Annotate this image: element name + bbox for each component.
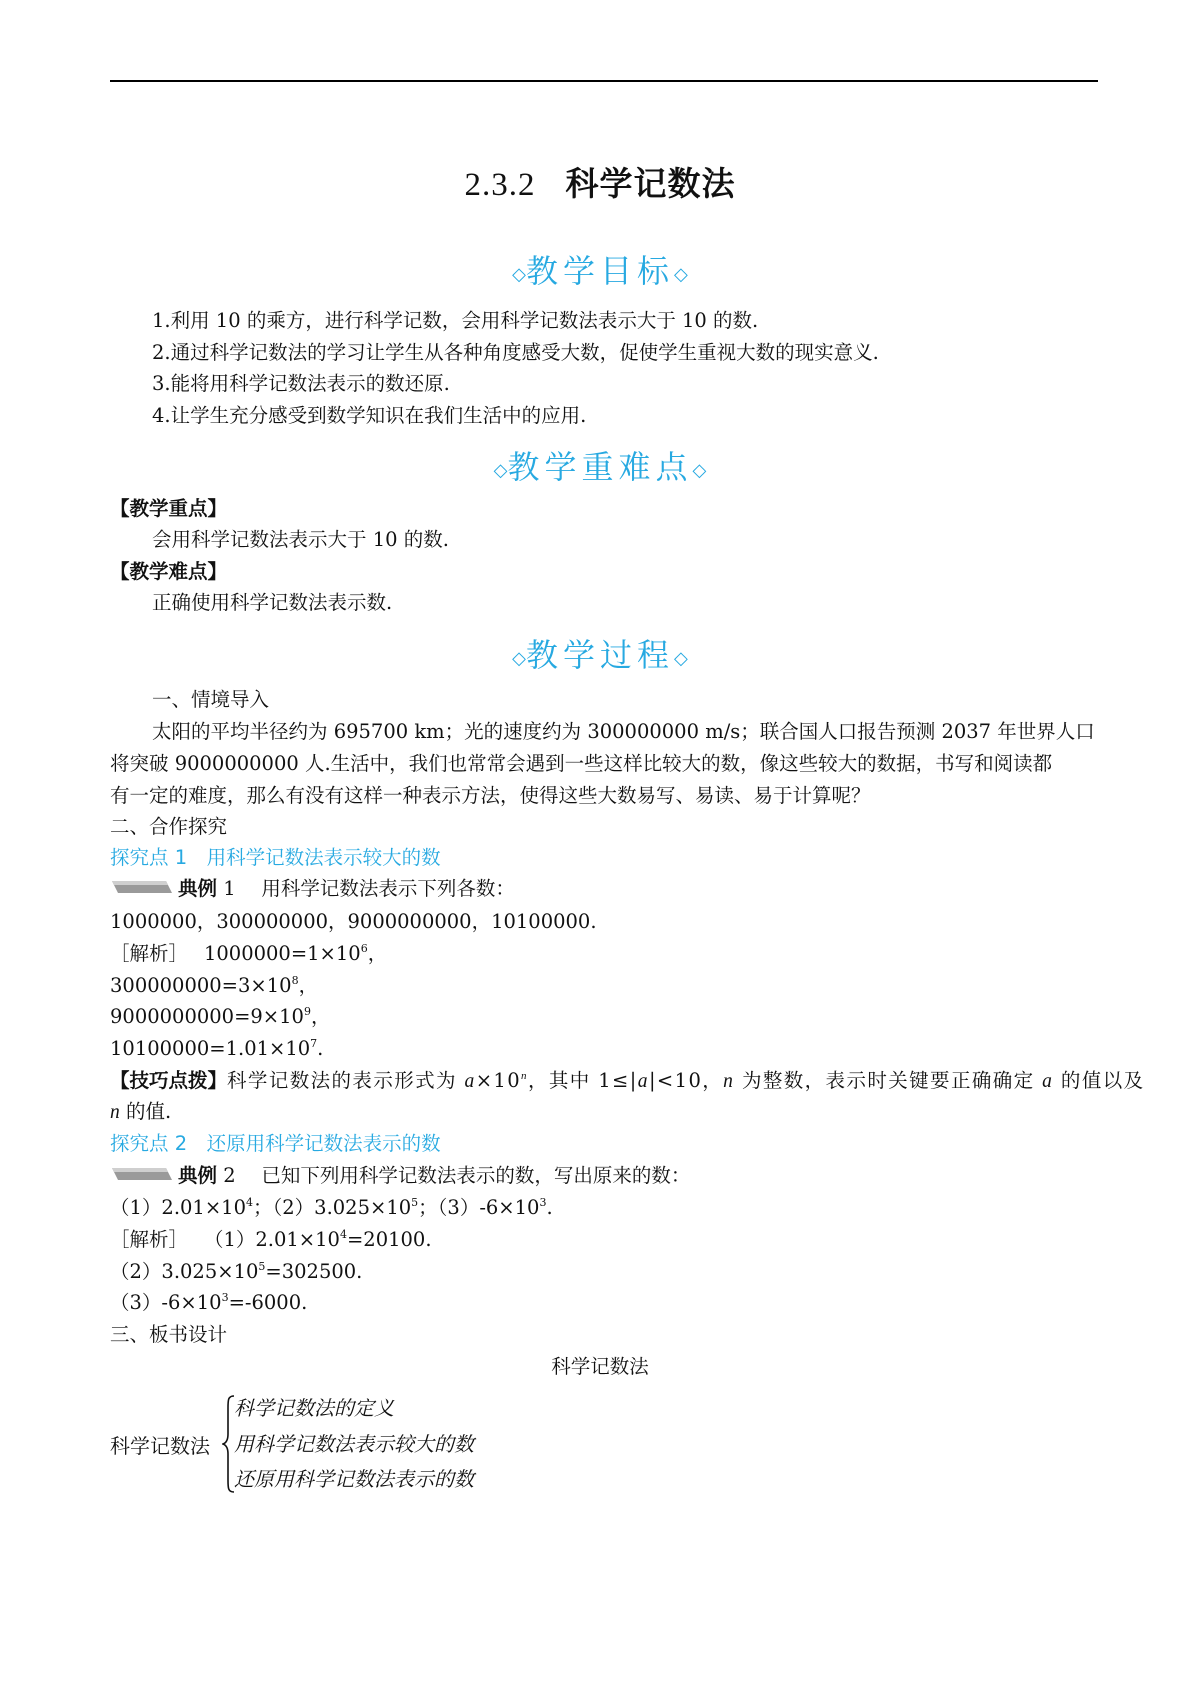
- intro-line: 有一定的难度，那么有没有这样一种表示方法，使得这些大数易写、易读、易于计算呢？: [110, 784, 871, 807]
- section-title: 教学过程: [525, 636, 674, 674]
- var-n: n: [723, 1071, 735, 1092]
- part3-heading: 三、板书设计: [110, 1323, 228, 1346]
- ex2-item: （2）3.025×10: [272, 1196, 412, 1219]
- punct: ，: [367, 942, 388, 965]
- point1-title: 探究点 1 用科学记数法表示较大的数: [110, 846, 441, 869]
- board-root: 科学记数法: [110, 1434, 210, 1458]
- exponent: 8: [291, 974, 299, 987]
- diamond-icon: ◇: [512, 648, 526, 669]
- ex2-answer-row: [110, 1259, 362, 1285]
- part2-heading: 二、合作探究: [110, 815, 228, 838]
- tip-text: ×10: [475, 1069, 522, 1092]
- section-number: 2.3.2: [464, 167, 536, 203]
- exponent: 6: [360, 942, 368, 955]
- goal-item: 4.让学生充分感受到数学知识在我们生活中的应用.: [152, 404, 587, 427]
- tip-label: 【技巧点拨】: [110, 1069, 228, 1092]
- exponent: 4: [245, 1196, 253, 1209]
- ex1-answer: 10100000=1.01×10: [110, 1037, 311, 1060]
- intro-line: 将突破 9000000000 人.生活中，我们也常常会遇到一些这样比较大的数，像这些较大的数据，书写和阅读都: [110, 752, 1053, 775]
- analysis-label: ［解析］: [110, 1228, 179, 1251]
- example-marker-icon: [110, 879, 174, 895]
- header-rule: [110, 80, 1098, 82]
- board-diagram: [110, 1390, 630, 1500]
- board-item: 科学记数法的定义: [234, 1396, 394, 1420]
- punct: ；: [252, 1196, 273, 1219]
- section-heading-keypoints: [0, 442, 1200, 488]
- punct: ；: [418, 1196, 438, 1219]
- ex1-answer-row: [110, 973, 318, 999]
- tip-text: |<10，: [648, 1069, 724, 1092]
- diamond-icon: ◇: [512, 264, 526, 285]
- ex2-answer: （1）2.01×10: [203, 1228, 340, 1251]
- ex2-answer-result: =20100.: [346, 1228, 432, 1251]
- example2-prompt: 已知下列用科学记数法表示的数，写出原来的数：: [261, 1164, 691, 1187]
- example-marker-icon: [110, 1166, 174, 1182]
- exponent: 7: [310, 1037, 318, 1050]
- punct: ，: [310, 1005, 331, 1028]
- tip-row: [110, 1068, 1145, 1095]
- tip-text: 为整数，表示时关键要正确确定: [741, 1069, 1035, 1092]
- exponent: 3: [539, 1196, 547, 1209]
- example1-row: [110, 876, 515, 902]
- diamond-icon: ◇: [692, 460, 707, 481]
- exponent: 5: [258, 1260, 266, 1273]
- exponent: 3: [221, 1291, 229, 1304]
- goal-item: 1.利用 10 的乘方，进行科学记数，会用科学记数法表示大于 10 的数.: [152, 309, 759, 332]
- ex2-answer-row: [110, 1227, 432, 1253]
- difficulty-label: 【教学难点】: [110, 560, 228, 583]
- example2-label: 典例: [178, 1164, 218, 1187]
- var-a: a: [1042, 1071, 1054, 1092]
- example1-numbers: 1000000，300000000，9000000000，10100000.: [110, 910, 597, 933]
- diamond-icon: ◇: [493, 460, 508, 481]
- ex2-item: （3）-6×10: [437, 1196, 540, 1219]
- tip-text: 科学记数法的表示形式为: [227, 1069, 457, 1092]
- ex2-answer: （2）3.025×10: [110, 1260, 259, 1283]
- ex2-answer-result: =-6000.: [228, 1291, 308, 1314]
- exponent: 9: [303, 1005, 311, 1018]
- example2-num: 2: [223, 1164, 236, 1187]
- ex1-answer: 9000000000=9×10: [110, 1005, 304, 1028]
- point2-title: 探究点 2 还原用科学记数法表示的数: [110, 1132, 441, 1155]
- goal-item: 3.能将用科学记数法表示的数还原.: [152, 372, 450, 395]
- var-n: n: [110, 1102, 120, 1123]
- example2-items: [110, 1195, 553, 1221]
- tip-text: 的值以及: [1060, 1069, 1145, 1092]
- ex2-answer-result: =302500.: [265, 1260, 363, 1283]
- ex1-answer-row: [110, 1004, 330, 1030]
- diamond-icon: ◇: [674, 264, 688, 285]
- analysis-label: ［解析］: [110, 942, 179, 965]
- focus-text: 会用科学记数法表示大于 10 的数.: [152, 528, 449, 551]
- board-item: 还原用科学记数法表示的数: [234, 1467, 474, 1491]
- ex1-answer: 1000000=1×10: [203, 942, 361, 965]
- example1-num: 1: [223, 877, 236, 900]
- punct: .: [317, 1037, 324, 1060]
- part1-heading: 一、情境导入: [152, 688, 270, 711]
- difficulty-text: 正确使用科学记数法表示数.: [152, 591, 393, 614]
- ex1-answer: 300000000=3×10: [110, 974, 292, 997]
- tip-row-2: [110, 1099, 171, 1126]
- ex2-answer-row: [110, 1290, 307, 1316]
- section-title: 教学重难点: [507, 448, 693, 486]
- exponent: 4: [339, 1228, 347, 1241]
- intro-line: 太阳的平均半径约为 695700 km；光的速度约为 300000000 m/s；联合国人口报告预测 2037 年世界人口: [152, 720, 1095, 743]
- example1-label: 典例: [178, 877, 218, 900]
- ex2-item: （1）2.01×10: [110, 1196, 246, 1219]
- section-heading-goals: [0, 246, 1200, 292]
- focus-label: 【教学重点】: [110, 497, 228, 520]
- example2-row: [110, 1163, 690, 1189]
- page-title: [0, 158, 1200, 205]
- ex2-answer: （3）-6×10: [110, 1291, 222, 1314]
- title-text: 科学记数法: [565, 164, 736, 203]
- var-a: a: [637, 1071, 649, 1092]
- example1-prompt: 用科学记数法表示下列各数：: [261, 877, 515, 900]
- ex1-answer-row: [110, 1036, 323, 1062]
- board-title: 科学记数法: [551, 1355, 649, 1378]
- var-n: n: [521, 1070, 528, 1082]
- diamond-icon: ◇: [674, 648, 688, 669]
- tip-text: 的值.: [125, 1100, 172, 1123]
- ex1-answer-row: [110, 941, 387, 967]
- var-a: a: [464, 1071, 476, 1092]
- board-item: 用科学记数法表示较大的数: [234, 1432, 474, 1456]
- section-heading-process: [0, 630, 1200, 676]
- section-title: 教学目标: [525, 252, 674, 290]
- punct: ，: [298, 974, 319, 997]
- exponent: 5: [411, 1196, 419, 1209]
- tip-text: ，其中 1≤|: [527, 1069, 638, 1092]
- goal-item: 2.通过科学记数法的学习让学生从各种角度感受大数，促使学生重视大数的现实意义.: [152, 341, 879, 364]
- punct: .: [546, 1196, 553, 1219]
